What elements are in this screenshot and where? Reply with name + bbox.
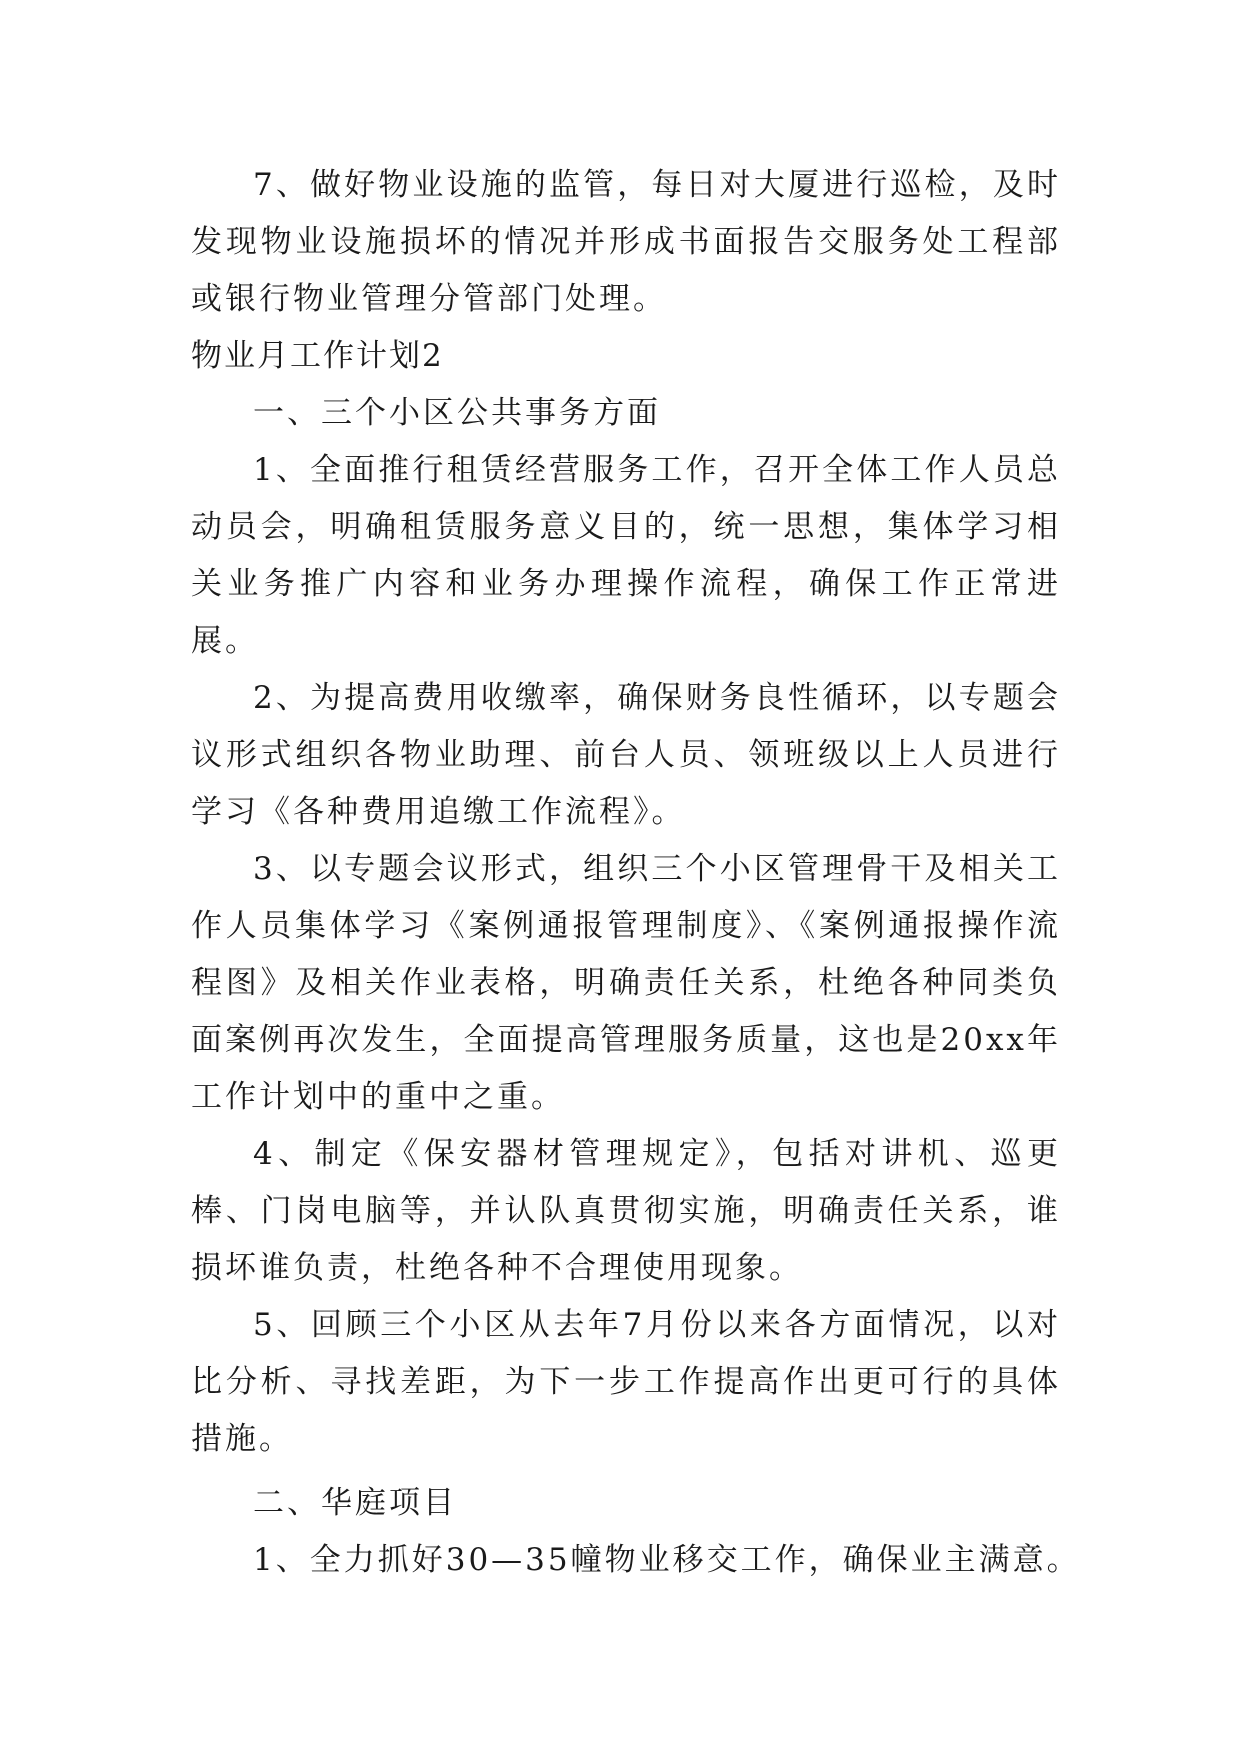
section-1-item-3: 3、以专题会议形式，组织三个小区管理骨干及相关工作人员集体学习《案例通报管理制度》、《案例通报操作流程图》及相关作业表格，明确责任关系，杜绝各种同类负面案例再次发生，全面提高管理服务质量，这也是20xx年工作计划中的重中之重。 <box>191 851 1061 1115</box>
document-body <box>191 157 1081 1589</box>
section-1-item-1: 1、全面推行租赁经营服务工作，召开全体工作人员总动员会，明确租赁服务意义目的，统一思想，集体学习相关业务推广内容和业务办理操作流程，确保工作正常进展。 <box>191 452 1061 659</box>
section-1-heading: 一、三个小区公共事务方面 <box>253 395 661 431</box>
section-1-item-5: 5、回顾三个小区从去年7月份以来各方面情况，以对比分析、寻找差距，为下一步工作提高作出更可行的具体措施。 <box>191 1307 1061 1457</box>
section-2-item-1: 1、全力抓好30—35幢物业移交工作，确保业主满意。 <box>253 1542 1081 1578</box>
section-1-item-4: 4、制定《保安器材管理规定》，包括对讲机、巡更棒、门岗电脑等，并认队真贯彻实施，明确责任关系，谁损坏谁负责，杜绝各种不合理使用现象。 <box>191 1136 1061 1286</box>
document-title: 物业月工作计划2 <box>191 338 444 374</box>
section-2-heading: 二、华庭项目 <box>253 1485 457 1521</box>
section-1-item-2: 2、为提高费用收缴率，确保财务良性循环，以专题会议形式组织各物业助理、前台人员、领班级以上人员进行学习《各种费用追缴工作流程》。 <box>191 680 1061 830</box>
paragraph-item-7: 7、做好物业设施的监管，每日对大厦进行巡检，及时发现物业设施损坏的情况并形成书面报告交服务处工程部或银行物业管理分管部门处理。 <box>191 167 1061 317</box>
